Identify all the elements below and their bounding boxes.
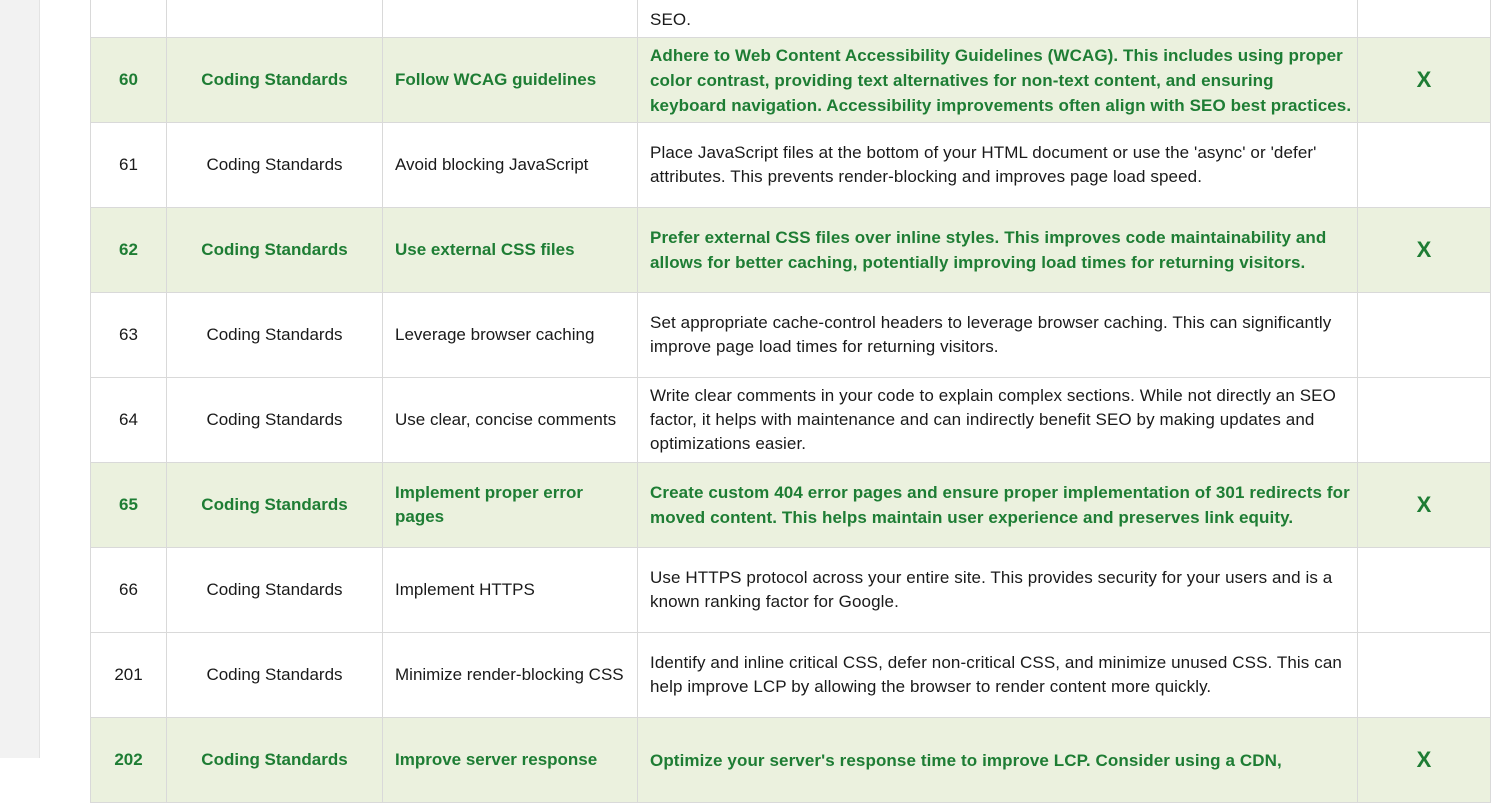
category-cell[interactable] [167,463,383,548]
category-cell[interactable] [167,548,383,633]
item-cell[interactable] [383,38,638,123]
category-text: Coding Standards [201,750,348,769]
item-cell[interactable] [383,0,638,38]
check-mark-cell[interactable] [1358,0,1491,38]
item-text: Follow WCAG guidelines [395,70,597,89]
check-mark-cell[interactable] [1358,123,1491,208]
description-text: Use HTTPS protocol across your entire site. This provides security for your users and is a known ranking factor for Google. [650,568,1333,611]
check-mark-text: X [1416,747,1432,772]
description-text: Set appropriate cache-control headers to leverage browser caching. This can significantly improve page load times for returning visitors. [650,313,1332,356]
description-text: SEO. [650,10,692,29]
description-text: Optimize your server's response time to improve LCP. Consider using a CDN, [650,750,1282,770]
description-cell[interactable] [638,38,1358,123]
category-cell[interactable] [167,293,383,378]
item-text: Improve server response [395,750,598,769]
row-number-cell[interactable] [91,718,167,803]
row-number-cell[interactable] [91,293,167,378]
description-cell[interactable] [638,718,1358,803]
check-mark-cell[interactable] [1358,378,1491,463]
row-number-text: 62 [119,240,138,259]
description-text: Write clear comments in your code to explain complex sections. While not directly an SEO factor, it helps with maintenance and can indirectly benefit SEO by making updates and optimizations easier. [650,386,1336,453]
category-cell[interactable] [167,718,383,803]
table-row [91,548,1491,633]
category-cell[interactable] [167,38,383,123]
description-text: Adhere to Web Content Accessibility Guidelines (WCAG). This includes using proper color contrast, providing text alternatives for non-text content, and ensuring keyboard navigation. Accessibility improvements often align with SEO best practices. [650,45,1352,115]
table-row [91,123,1491,208]
check-mark-cell[interactable] [1358,208,1491,293]
check-mark-text: X [1416,237,1432,262]
row-number-cell[interactable] [91,123,167,208]
item-cell[interactable] [383,718,638,803]
item-text: Implement HTTPS [395,580,535,599]
table-row [91,718,1491,803]
category-text: Coding Standards [206,325,343,344]
description-text: Identify and inline critical CSS, defer non-critical CSS, and minimize unused CSS. This can help improve LCP by allowing the browser to render content more quickly. [650,653,1342,696]
description-cell[interactable] [638,633,1358,718]
category-text: Coding Standards [201,70,348,89]
table-row [91,633,1491,718]
item-cell[interactable] [383,208,638,293]
check-mark-cell[interactable] [1358,633,1491,718]
row-number-cell[interactable] [91,633,167,718]
description-cell[interactable] [638,378,1358,463]
category-text: Coding Standards [206,155,343,174]
category-cell[interactable] [167,123,383,208]
category-text: Coding Standards [206,410,343,429]
item-text: Leverage browser caching [395,325,595,344]
category-text: Coding Standards [201,240,348,259]
category-text: Coding Standards [201,495,348,514]
category-cell[interactable] [167,0,383,38]
item-cell[interactable] [383,378,638,463]
description-cell[interactable] [638,548,1358,633]
row-number-cell[interactable] [91,208,167,293]
item-cell[interactable] [383,548,638,633]
table-row [91,38,1491,123]
item-text: Implement proper error pages [395,483,583,526]
check-mark-text: X [1416,67,1432,92]
check-mark-cell[interactable] [1358,548,1491,633]
row-number-text: 61 [119,155,138,174]
item-text: Minimize render-blocking CSS [395,665,624,684]
item-cell[interactable] [383,123,638,208]
table-row [91,463,1491,548]
item-text: Use clear, concise comments [395,410,617,429]
category-cell[interactable] [167,633,383,718]
row-number-text: 63 [119,325,138,344]
row-number-cell[interactable] [91,548,167,633]
category-text: Coding Standards [206,665,343,684]
category-cell[interactable] [167,378,383,463]
item-cell[interactable] [383,293,638,378]
description-text: Place JavaScript files at the bottom of your HTML document or use the 'async' or 'defer' attributes. This prevents render-blocking and improves page load speed. [650,143,1317,186]
check-mark-cell[interactable] [1358,38,1491,123]
description-cell[interactable] [638,0,1358,38]
row-number-cell[interactable] [91,38,167,123]
row-number-text: 65 [119,495,138,514]
row-number-text: 64 [119,410,138,429]
description-cell[interactable] [638,463,1358,548]
row-number-text: 60 [119,70,138,89]
item-cell[interactable] [383,633,638,718]
row-number-text: 201 [114,665,143,684]
description-cell[interactable] [638,123,1358,208]
item-cell[interactable] [383,463,638,548]
row-number-cell[interactable] [91,378,167,463]
item-text: Avoid blocking JavaScript [395,155,589,174]
row-number-cell[interactable] [91,463,167,548]
description-cell[interactable] [638,208,1358,293]
table-row [91,378,1491,463]
item-text: Use external CSS files [395,240,575,259]
description-text: Create custom 404 error pages and ensure proper implementation of 301 redirects for moved content. This helps maintain user experience and preserves link equity. [650,483,1350,527]
table-row [91,208,1491,293]
check-mark-text: X [1416,492,1432,517]
table-row [91,293,1491,378]
seo-checklist-table [90,0,1491,803]
spreadsheet-grid[interactable] [40,0,1500,772]
category-cell[interactable] [167,208,383,293]
category-text: Coding Standards [206,580,343,599]
check-mark-cell[interactable] [1358,293,1491,378]
description-text: Prefer external CSS files over inline styles. This improves code maintainability and allows for better caching, potentially improving load times for returning visitors. [650,228,1327,272]
table-row [91,0,1491,38]
row-number-text: 202 [114,750,143,769]
left-gutter [0,0,40,758]
check-mark-cell[interactable] [1358,718,1491,803]
row-number-cell[interactable] [91,0,167,38]
description-cell[interactable] [638,293,1358,378]
check-mark-cell[interactable] [1358,463,1491,548]
row-number-text: 66 [119,580,138,599]
